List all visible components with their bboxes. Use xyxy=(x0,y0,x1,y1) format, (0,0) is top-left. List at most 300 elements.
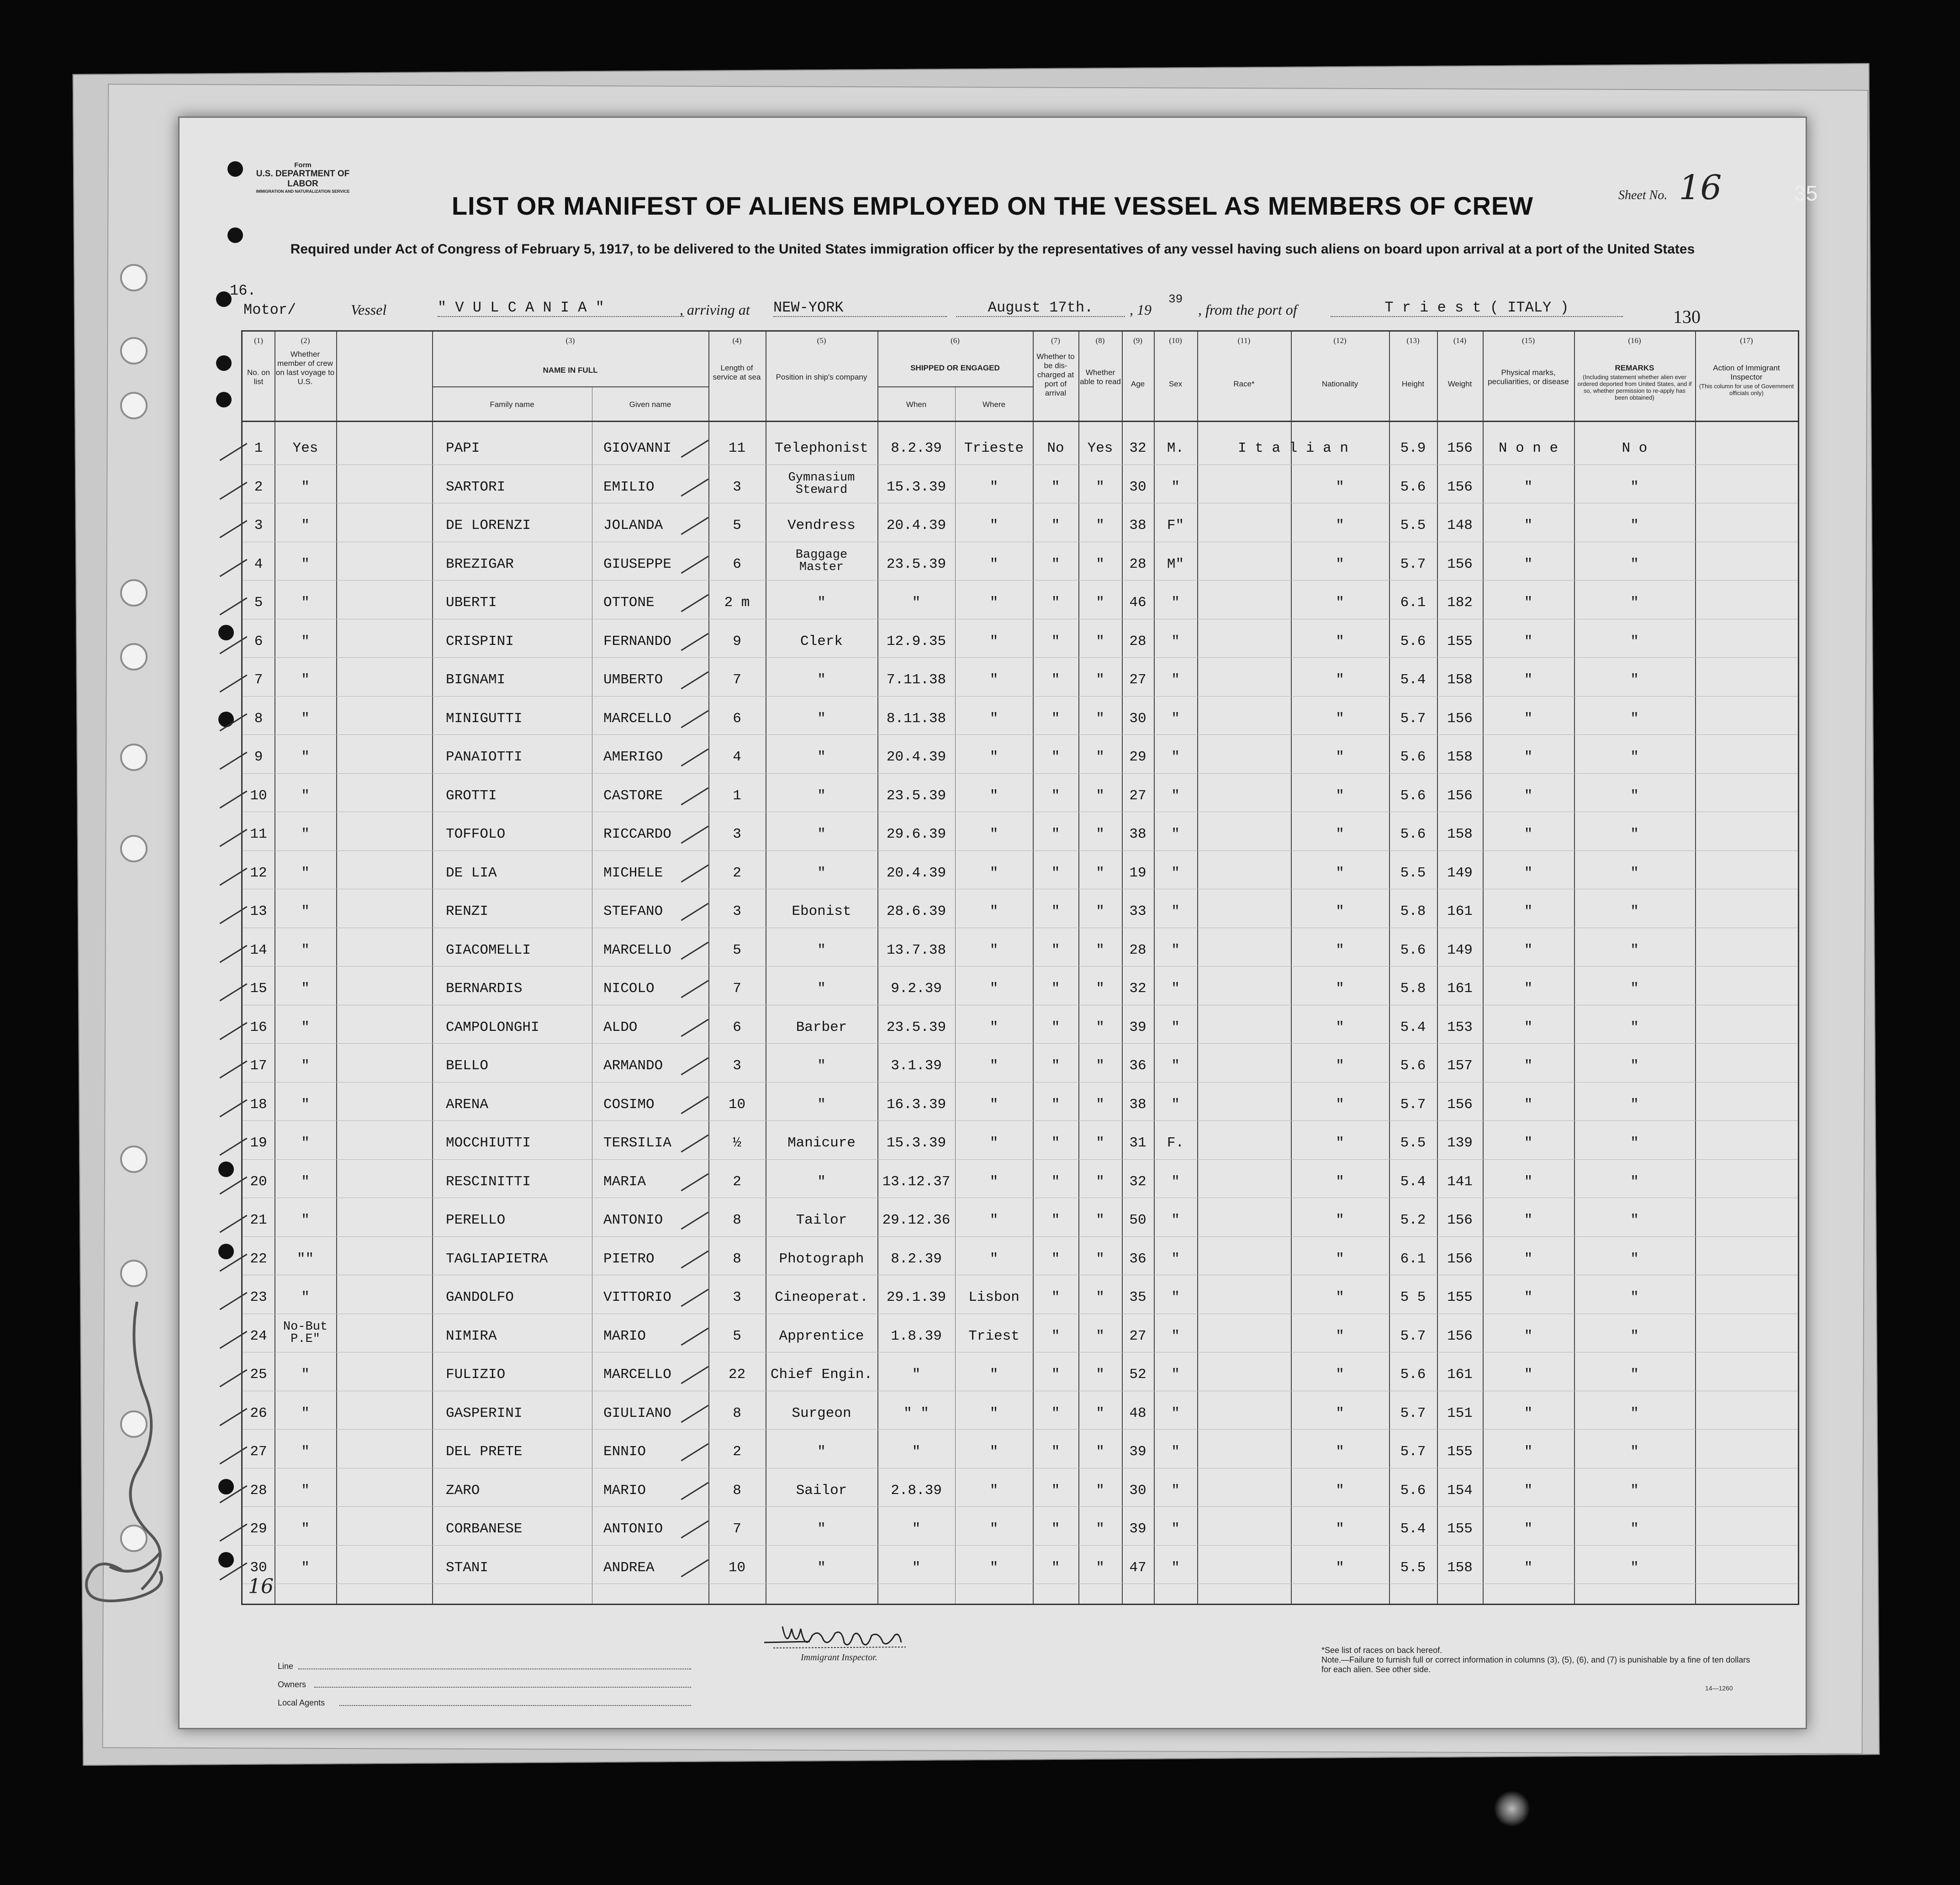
cell-given: ANTONIO xyxy=(603,1212,663,1228)
cell-weight: 156 xyxy=(1447,1212,1473,1228)
cell-when: 8.2.39 xyxy=(891,1251,942,1267)
cell-when: 20.4.39 xyxy=(886,517,946,533)
cell-disch: " xyxy=(1051,1289,1060,1305)
cell-disch: No xyxy=(1047,440,1064,456)
cell-when: " xyxy=(912,1367,921,1383)
cell-where: " xyxy=(989,826,998,842)
cell-given: RICCARDO xyxy=(603,826,671,842)
cell-no: 8 xyxy=(254,710,263,727)
cell-position: Barber xyxy=(796,1019,847,1035)
cell-read: " xyxy=(1096,1019,1104,1035)
cell-crew: " xyxy=(301,595,310,611)
cell-nat: " xyxy=(1336,903,1344,919)
cell-age: 35 xyxy=(1129,1289,1146,1305)
cell-height: 5.6 xyxy=(1400,942,1426,958)
margin-number: 16. xyxy=(230,282,256,299)
cell-read: " xyxy=(1096,1367,1104,1383)
cell-no: 25 xyxy=(250,1367,267,1383)
cell-sex: " xyxy=(1171,1405,1180,1421)
cell-service: 3 xyxy=(733,1289,741,1305)
cell-age: 39 xyxy=(1129,1521,1146,1537)
cell-height: 5.6 xyxy=(1400,1367,1426,1383)
cell-crew: " xyxy=(301,942,310,958)
cell-family: TAGLIAPIETRA xyxy=(446,1251,548,1267)
cell-height: 5.5 xyxy=(1400,517,1426,533)
cell-when: 8.2.39 xyxy=(891,440,942,456)
cell-height: 5.5 xyxy=(1400,865,1426,881)
cell-age: 36 xyxy=(1129,1058,1146,1074)
cell-no: 23 xyxy=(250,1289,267,1305)
cell-family: DEL PRETE xyxy=(446,1444,523,1460)
cell-no: 1 xyxy=(254,440,263,456)
cell-when: 15.3.39 xyxy=(886,479,946,495)
cell-weight: 158 xyxy=(1447,672,1473,688)
cell-disch: " xyxy=(1051,981,1060,997)
cell-position: " xyxy=(817,672,826,688)
cell-read: " xyxy=(1096,1173,1104,1190)
cell-phys: N o n e xyxy=(1498,440,1558,456)
cell-no: 11 xyxy=(250,826,267,842)
cell-sex: M. xyxy=(1167,440,1184,456)
cell-no: 19 xyxy=(250,1135,267,1151)
cell-weight: 158 xyxy=(1447,749,1473,765)
cell-sex: M" xyxy=(1167,556,1184,572)
cell-nat: " xyxy=(1336,556,1344,572)
cell-disch: " xyxy=(1051,1096,1060,1113)
cell-remarks: " xyxy=(1630,1212,1639,1228)
cell-when: " xyxy=(912,1521,921,1537)
column-number: (8) xyxy=(1095,336,1105,345)
cell-no: 30 xyxy=(250,1559,267,1576)
cell-family: GROTTI xyxy=(446,787,497,804)
cell-age: 38 xyxy=(1129,517,1146,533)
cell-service: 8 xyxy=(733,1212,741,1228)
header-length-service: Length of service at sea xyxy=(713,364,761,381)
header-physical: Physical marks, peculiarities, or disease xyxy=(1488,368,1569,386)
cell-service: 3 xyxy=(733,903,741,919)
cell-given: VITTORIO xyxy=(603,1289,671,1305)
cell-phys: " xyxy=(1524,1212,1533,1228)
cell-remarks: " xyxy=(1630,1289,1639,1305)
cell-phys: " xyxy=(1524,1444,1533,1460)
cell-age: 36 xyxy=(1129,1251,1146,1267)
cell-nat: " xyxy=(1336,633,1344,649)
cell-given: MARCELLO xyxy=(603,710,671,727)
cell-nat: " xyxy=(1336,981,1344,997)
cell-age: 27 xyxy=(1129,672,1146,688)
cell-height: 5.6 xyxy=(1400,1058,1426,1074)
column-number: (3) xyxy=(565,336,575,345)
binder-ring xyxy=(120,744,148,771)
column-number: (7) xyxy=(1051,336,1060,345)
cell-no: 4 xyxy=(254,556,263,572)
cell-when: 13.7.38 xyxy=(886,942,946,958)
cell-nat: " xyxy=(1336,517,1344,533)
cell-weight: 149 xyxy=(1447,942,1473,958)
footnote xyxy=(1321,1646,1755,1674)
cell-when: 8.11.38 xyxy=(886,710,946,727)
cell-position: " xyxy=(817,942,826,958)
cell-crew: " xyxy=(301,1058,310,1074)
cell-read: " xyxy=(1096,710,1104,727)
cell-read: " xyxy=(1096,556,1104,572)
header-weight: Weight xyxy=(1448,380,1472,388)
cell-where: " xyxy=(989,1096,998,1113)
cell-crew: " xyxy=(301,826,310,842)
cell-height: 5.7 xyxy=(1400,1444,1426,1460)
cell-weight: 161 xyxy=(1447,903,1473,919)
cell-disch: " xyxy=(1051,1444,1060,1460)
cell-read: " xyxy=(1096,1096,1104,1113)
cell-crew: " xyxy=(301,1212,310,1228)
cell-when: 29.1.39 xyxy=(886,1289,946,1305)
cell-phys: " xyxy=(1524,865,1533,881)
cell-service: 2 xyxy=(733,865,741,881)
cell-phys: " xyxy=(1524,1096,1533,1113)
cell-nat: " xyxy=(1336,1559,1344,1576)
cell-height: 5.7 xyxy=(1400,556,1426,572)
cell-nat: " xyxy=(1336,1212,1344,1228)
cell-disch: " xyxy=(1051,1521,1060,1537)
cell-service: 9 xyxy=(733,633,741,649)
cell-weight: 155 xyxy=(1447,1521,1473,1537)
cell-service: 5 xyxy=(733,517,741,533)
binder-hole xyxy=(218,625,234,640)
cell-disch: " xyxy=(1051,672,1060,688)
cell-disch: " xyxy=(1051,826,1060,842)
cell-family: CAMPOLONGHI xyxy=(446,1019,539,1035)
cell-nat: " xyxy=(1336,826,1344,842)
cell-sex: " xyxy=(1171,1173,1180,1190)
cell-position: " xyxy=(817,595,826,611)
cell-no: 22 xyxy=(250,1251,267,1267)
cell-remarks: " xyxy=(1630,981,1639,997)
cell-position: " xyxy=(817,749,826,765)
cell-age: 28 xyxy=(1129,942,1146,958)
cell-age: 31 xyxy=(1129,1135,1146,1151)
cell-nat: " xyxy=(1336,595,1344,611)
cell-family: CRISPINI xyxy=(446,633,514,649)
cell-service: 3 xyxy=(733,479,741,495)
cell-position: " xyxy=(817,1521,826,1537)
column-number: (6) xyxy=(951,336,960,345)
arriving-port: NEW-YORK xyxy=(773,299,947,317)
cell-age: 27 xyxy=(1129,1328,1146,1344)
cell-crew: " xyxy=(301,1444,310,1460)
cell-where: " xyxy=(989,1521,998,1537)
cell-no: 16 xyxy=(250,1019,267,1035)
cell-crew: " xyxy=(301,710,310,727)
cell-position: " xyxy=(817,710,826,727)
cell-read: " xyxy=(1096,672,1104,688)
cell-nat: " xyxy=(1336,672,1344,688)
cell-age: 47 xyxy=(1129,1559,1146,1576)
cell-crew: " xyxy=(301,1405,310,1421)
service-name: IMMIGRATION AND NATURALIZATION SERVICE xyxy=(256,189,350,194)
cell-weight: 158 xyxy=(1447,1559,1473,1576)
cell-position: " xyxy=(817,1096,826,1113)
cell-age: 19 xyxy=(1129,865,1146,881)
cell-crew: " xyxy=(301,1482,310,1499)
cell-where: " xyxy=(989,1173,998,1190)
cell-disch: " xyxy=(1051,1482,1060,1499)
cell-given: ANDREA xyxy=(603,1559,655,1576)
cell-crew: " xyxy=(301,749,310,765)
cell-family: RESCINITTI xyxy=(446,1173,531,1190)
cell-family: DE LORENZI xyxy=(446,517,531,533)
header-when: When xyxy=(906,400,927,409)
cell-where: " xyxy=(989,1482,998,1499)
cell-read: " xyxy=(1096,1444,1104,1460)
cell-disch: " xyxy=(1051,1135,1060,1151)
vessel-line xyxy=(180,282,1806,327)
cell-service: ½ xyxy=(733,1135,741,1151)
cell-sex: " xyxy=(1171,787,1180,804)
header-action-note: (This column for use of Government officials only) xyxy=(1699,383,1794,396)
cell-service: 11 xyxy=(728,440,746,456)
cell-disch: " xyxy=(1051,1019,1060,1035)
cell-nat: " xyxy=(1336,1328,1344,1344)
cell-age: 30 xyxy=(1129,479,1146,495)
cell-nat: " xyxy=(1336,710,1344,727)
cell-family: GANDOLFO xyxy=(446,1289,514,1305)
cell-phys: " xyxy=(1524,1173,1533,1190)
cell-where: " xyxy=(989,749,998,765)
binder-hole xyxy=(218,712,234,727)
cell-service: 6 xyxy=(733,710,741,727)
cell-read: " xyxy=(1096,479,1104,495)
cell-when: 23.5.39 xyxy=(886,556,946,572)
cell-weight: 158 xyxy=(1447,826,1473,842)
cell-read: " xyxy=(1096,903,1104,919)
cell-phys: " xyxy=(1524,1482,1533,1499)
cell-crew: " xyxy=(301,1559,310,1576)
cell-family: GASPERINI xyxy=(446,1405,523,1421)
cell-age: 50 xyxy=(1129,1212,1146,1228)
cell-sex: " xyxy=(1171,672,1180,688)
cell-weight: 155 xyxy=(1447,1444,1473,1460)
cell-height: 6.1 xyxy=(1400,1251,1426,1267)
header-position: Position in ship's company xyxy=(776,373,867,381)
cell-no: 13 xyxy=(250,903,267,919)
arrival-date: August 17th. xyxy=(956,299,1125,317)
cell-weight: 151 xyxy=(1447,1405,1473,1421)
cell-phys: " xyxy=(1524,1289,1533,1305)
cell-no: 14 xyxy=(250,942,267,958)
year-suffix: 39 xyxy=(1168,292,1183,306)
header-no-on-list: No. on list xyxy=(247,368,270,386)
header-action: Action of Immigrant Inspector xyxy=(1713,364,1780,381)
cell-sex: " xyxy=(1171,1019,1180,1035)
binder-hole xyxy=(218,1479,234,1494)
cell-position: Ebonist xyxy=(792,903,851,919)
header-height: Height xyxy=(1401,380,1425,388)
vessel-name: " V U L C A N I A " xyxy=(438,299,684,317)
line-label: Line xyxy=(278,1662,294,1671)
cell-read: " xyxy=(1096,865,1104,881)
cell-disch: " xyxy=(1051,749,1060,765)
cell-remarks: " xyxy=(1630,865,1639,881)
column-number: (16) xyxy=(1628,336,1641,345)
inspector-signature xyxy=(755,1615,929,1665)
cell-family: RENZI xyxy=(446,903,489,919)
header-sex: Sex xyxy=(1168,380,1183,388)
cell-sex: F. xyxy=(1167,1135,1184,1151)
cell-no: 29 xyxy=(250,1521,267,1537)
header-age: Age xyxy=(1131,380,1145,388)
cell-sex: " xyxy=(1171,826,1180,842)
cell-read: " xyxy=(1096,1521,1104,1537)
header-whether-member: Whether member of crew on last voyage to U.S. xyxy=(275,350,335,386)
cell-disch: " xyxy=(1051,1251,1060,1267)
cell-height: 5.4 xyxy=(1400,672,1426,688)
cell-phys: " xyxy=(1524,903,1533,919)
cell-age: 46 xyxy=(1129,595,1146,611)
cell-disch: " xyxy=(1051,1328,1060,1344)
cell-age: 32 xyxy=(1129,981,1146,997)
cell-service: 2 xyxy=(733,1173,741,1190)
cell-nat: " xyxy=(1336,1251,1344,1267)
header-discharged: Whether to be dis-charged at port of arrival xyxy=(1036,352,1075,397)
cell-where: " xyxy=(989,1058,998,1074)
cell-no: 21 xyxy=(250,1212,267,1228)
column-number: (11) xyxy=(1237,336,1251,345)
cell-nat: " xyxy=(1336,1019,1344,1035)
cell-crew: " xyxy=(301,633,310,649)
cell-phys: " xyxy=(1524,1328,1533,1344)
cell-position: Baggage Master xyxy=(795,548,848,574)
cell-crew: " xyxy=(301,556,310,572)
cell-disch: " xyxy=(1051,1367,1060,1383)
cell-remarks: " xyxy=(1630,517,1639,533)
cell-where: " xyxy=(989,1559,998,1576)
cell-service: 6 xyxy=(733,556,741,572)
cell-given: COSIMO xyxy=(603,1096,655,1113)
form-label: Form xyxy=(294,161,312,169)
cell-service: 7 xyxy=(733,1521,741,1537)
cell-remarks: N o xyxy=(1622,440,1648,456)
cell-crew: " xyxy=(301,981,310,997)
cell-position: " xyxy=(817,1559,826,1576)
cell-nat: " xyxy=(1336,1135,1344,1151)
cell-where: " xyxy=(989,865,998,881)
cell-read: " xyxy=(1096,517,1104,533)
manifest-table xyxy=(241,330,1799,1605)
cell-remarks: " xyxy=(1630,1328,1639,1344)
header-remarks-note: (Including statement whether alien ever ordered deported from United States, and if so, whether permission to re-apply has been obtained) xyxy=(1577,374,1692,401)
cell-weight: 156 xyxy=(1447,787,1473,804)
cell-disch: " xyxy=(1051,710,1060,727)
page-mark: 16 xyxy=(248,1575,274,1598)
cell-read: Yes xyxy=(1087,440,1113,456)
cell-where: " xyxy=(989,672,998,688)
header-able-read: Whether able to read xyxy=(1080,368,1121,386)
cell-given: OTTONE xyxy=(603,595,655,611)
cell-where: Trieste xyxy=(964,440,1024,456)
cell-weight: 156 xyxy=(1447,1328,1473,1344)
cell-given: GIULIANO xyxy=(603,1405,671,1421)
cell-weight: 156 xyxy=(1447,1251,1473,1267)
cell-crew: " xyxy=(301,1289,310,1305)
cell-age: 33 xyxy=(1129,903,1146,919)
cell-sex: " xyxy=(1171,479,1180,495)
cell-service: 3 xyxy=(733,1058,741,1074)
cell-age: 38 xyxy=(1129,826,1146,842)
cell-age: 39 xyxy=(1129,1444,1146,1460)
cell-no: 9 xyxy=(254,749,263,765)
cell-height: 5.4 xyxy=(1400,1173,1426,1190)
cell-position: Apprentice xyxy=(779,1328,864,1344)
cell-remarks: " xyxy=(1630,710,1639,727)
column-number: (14) xyxy=(1453,336,1467,345)
cell-age: 28 xyxy=(1129,633,1146,649)
cell-read: " xyxy=(1096,1058,1104,1074)
binder-hole xyxy=(216,355,232,371)
cell-position: Gymnasium Steward xyxy=(788,470,855,497)
column-number: (1) xyxy=(254,336,263,345)
column-number: (13) xyxy=(1406,336,1420,345)
cell-given: MARIO xyxy=(603,1482,646,1499)
page-stamp-number: 35 xyxy=(1794,181,1818,205)
cell-given: ANTONIO xyxy=(603,1521,663,1537)
cell-family: MINIGUTTI xyxy=(446,710,523,727)
cell-sex: " xyxy=(1171,710,1180,727)
cell-phys: " xyxy=(1524,1559,1533,1576)
cell-disch: " xyxy=(1051,479,1060,495)
cell-nat: " xyxy=(1336,1289,1344,1305)
cell-height: 5.7 xyxy=(1400,1405,1426,1421)
cell-service: 2 m xyxy=(724,595,750,611)
cell-race: I t a l i a n xyxy=(1238,440,1348,456)
column-number: (17) xyxy=(1740,336,1753,345)
cell-phys: " xyxy=(1524,556,1533,572)
cell-family: MOCCHIUTTI xyxy=(446,1135,531,1151)
cell-nat: " xyxy=(1336,942,1344,958)
cell-sex: " xyxy=(1171,633,1180,649)
cell-service: 7 xyxy=(733,672,741,688)
margin-scribble xyxy=(69,1297,187,1617)
cell-no: 26 xyxy=(250,1405,267,1421)
cell-sex: " xyxy=(1171,1559,1180,1576)
form-code: 14—1260 xyxy=(1705,1684,1733,1692)
binder-ring xyxy=(120,264,148,291)
cell-when: 3.1.39 xyxy=(891,1058,942,1074)
sheet-number-label: Sheet No. xyxy=(1618,188,1668,202)
cell-when: 13.12.37 xyxy=(882,1173,951,1190)
cell-remarks: " xyxy=(1630,903,1639,919)
cell-service: 8 xyxy=(733,1251,741,1267)
cell-family: PAPI xyxy=(446,440,480,456)
cell-nat: " xyxy=(1336,1096,1344,1113)
cell-weight: 161 xyxy=(1447,1367,1473,1383)
cell-remarks: " xyxy=(1630,826,1639,842)
cell-crew: " xyxy=(301,1173,310,1190)
cell-weight: 154 xyxy=(1447,1482,1473,1499)
cell-sex: " xyxy=(1171,1367,1180,1383)
cell-remarks: " xyxy=(1630,1135,1639,1151)
cell-read: " xyxy=(1096,633,1104,649)
cell-disch: " xyxy=(1051,1559,1060,1576)
cell-when: 16.3.39 xyxy=(886,1096,946,1113)
cell-sex: " xyxy=(1171,942,1180,958)
cell-service: 10 xyxy=(728,1096,746,1113)
cell-remarks: " xyxy=(1630,942,1639,958)
cell-age: 32 xyxy=(1129,440,1146,456)
cell-family: BELLO xyxy=(446,1058,489,1074)
header-remarks: REMARKS xyxy=(1615,364,1654,372)
cell-phys: " xyxy=(1524,710,1533,727)
cell-weight: 139 xyxy=(1447,1135,1473,1151)
